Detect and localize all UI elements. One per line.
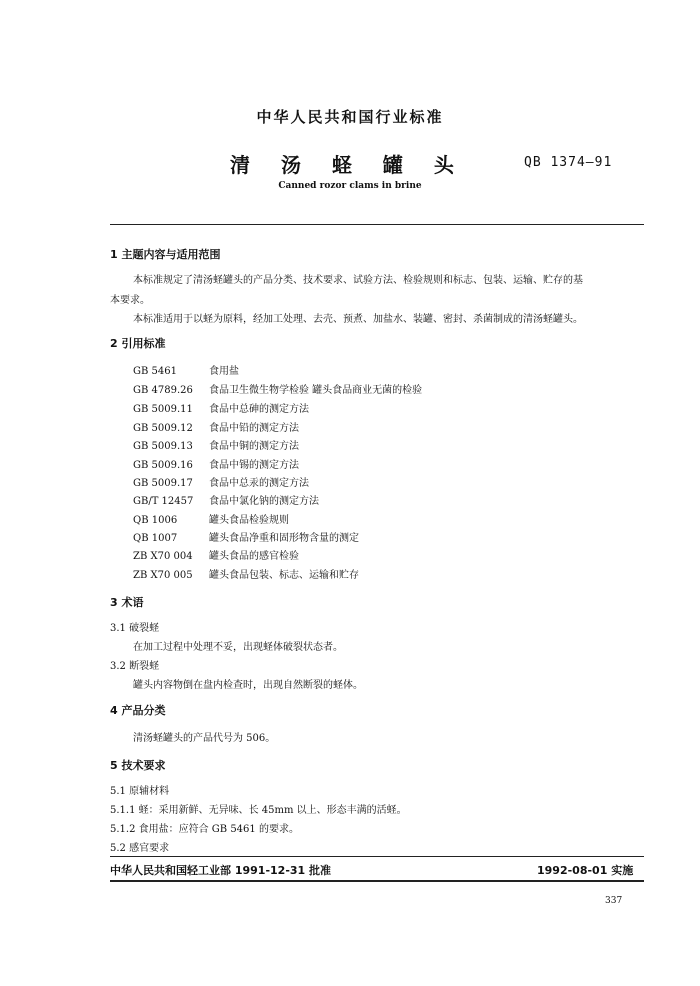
reference-item [133, 511, 289, 526]
page-number: 337 [605, 896, 623, 906]
reference-code: GB 5461 [133, 366, 177, 377]
section-1-paragraph-2: 本标准适用于以蛏为原料，经加工处理、去壳、预煮、加盐水、装罐、密封、杀菌制成的清汤蛏罐头。 [133, 314, 583, 325]
reference-item [133, 400, 309, 415]
section-2-heading: 2 引用标准 [110, 337, 166, 350]
reference-item [133, 362, 239, 377]
reference-title: 食品中铜的测定方法 [209, 441, 299, 452]
section-3-heading: 3 术语 [110, 596, 144, 609]
document-title: 清 汤 蛏 罐 头 [230, 153, 466, 177]
reference-item [133, 547, 299, 562]
reference-item [133, 456, 299, 471]
section-1-heading: 1 主题内容与适用范围 [110, 248, 221, 261]
reference-code: GB 5009.12 [133, 423, 193, 434]
reference-code: GB 5009.13 [133, 441, 193, 452]
reference-title: 罐头食品检验规则 [209, 515, 289, 526]
reference-code: GB 5009.16 [133, 460, 193, 471]
item-5-1: 5.1 原辅材料 [110, 786, 170, 797]
footer-rule [110, 856, 644, 857]
term-3-1-heading: 3.1 破裂蛏 [110, 623, 160, 634]
reference-title: 食品中氯化钠的测定方法 [209, 496, 319, 507]
reference-item [133, 381, 422, 396]
reference-code: ZB X70 004 [133, 551, 193, 562]
reference-title: 罐头食品包装、标志、运输和贮存 [209, 570, 359, 581]
section-4-text: 清汤蛏罐头的产品代号为 506。 [133, 733, 276, 744]
footer-bottom-rule [110, 880, 644, 882]
reference-code: QB 1007 [133, 533, 178, 544]
english-subtitle: Canned rozor clams in brine [278, 181, 422, 191]
term-3-2-definition: 罐头内容物倒在盘内检查时，出现自然断裂的蛏体。 [133, 680, 363, 691]
reference-title: 食用盐 [209, 366, 239, 377]
reference-code: GB 5009.17 [133, 478, 193, 489]
reference-item [133, 474, 309, 489]
reference-code: GB 4789.26 [133, 385, 193, 396]
reference-item [133, 492, 319, 507]
section-1-paragraph-1-line-1: 本标准规定了清汤蛏罐头的产品分类、技术要求、试验方法、检验规则和标志、包装、运输、贮存的基 [133, 275, 583, 286]
reference-item [133, 437, 299, 452]
reference-item [133, 419, 299, 434]
section-4-heading: 4 产品分类 [110, 704, 166, 717]
reference-code: QB 1006 [133, 515, 178, 526]
standard-code: QB 1374—91 [524, 155, 613, 170]
term-3-1-definition: 在加工过程中处理不妥，出现蛏体破裂状态者。 [133, 642, 343, 653]
issuing-agency: 中华人民共和国行业标准 [256, 108, 444, 126]
reference-title: 食品中铅的测定方法 [209, 423, 299, 434]
reference-title: 罐头食品的感官检验 [209, 551, 299, 562]
reference-title: 食品中总砷的测定方法 [209, 404, 309, 415]
reference-code: GB 5009.11 [133, 404, 193, 415]
reference-title: 食品中锡的测定方法 [209, 460, 299, 471]
reference-item [133, 566, 359, 581]
reference-title: 食品中总汞的测定方法 [209, 478, 309, 489]
item-5-1-1: 5.1.1 蛏：采用新鲜、无异味、长 45mm 以上、形态丰满的活蛏。 [110, 805, 407, 816]
section-1-paragraph-1-line-2: 本要求。 [110, 295, 150, 306]
reference-title: 罐头食品净重和固形物含量的测定 [209, 533, 359, 544]
section-5-heading: 5 技术要求 [110, 759, 166, 772]
reference-item [133, 529, 359, 544]
reference-code: ZB X70 005 [133, 570, 193, 581]
item-5-2: 5.2 感官要求 [110, 843, 170, 854]
header-rule [110, 224, 644, 225]
reference-code: GB/T 12457 [133, 496, 194, 507]
term-3-2-heading: 3.2 断裂蛏 [110, 661, 160, 672]
effective-date-line: 1992-08-01 实施 [537, 864, 634, 877]
item-5-1-2: 5.1.2 食用盐：应符合 GB 5461 的要求。 [110, 824, 299, 835]
approval-line: 中华人民共和国轻工业部 1991-12-31 批准 [110, 864, 332, 877]
reference-title: 食品卫生微生物学检验 罐头食品商业无菌的检验 [209, 385, 423, 396]
